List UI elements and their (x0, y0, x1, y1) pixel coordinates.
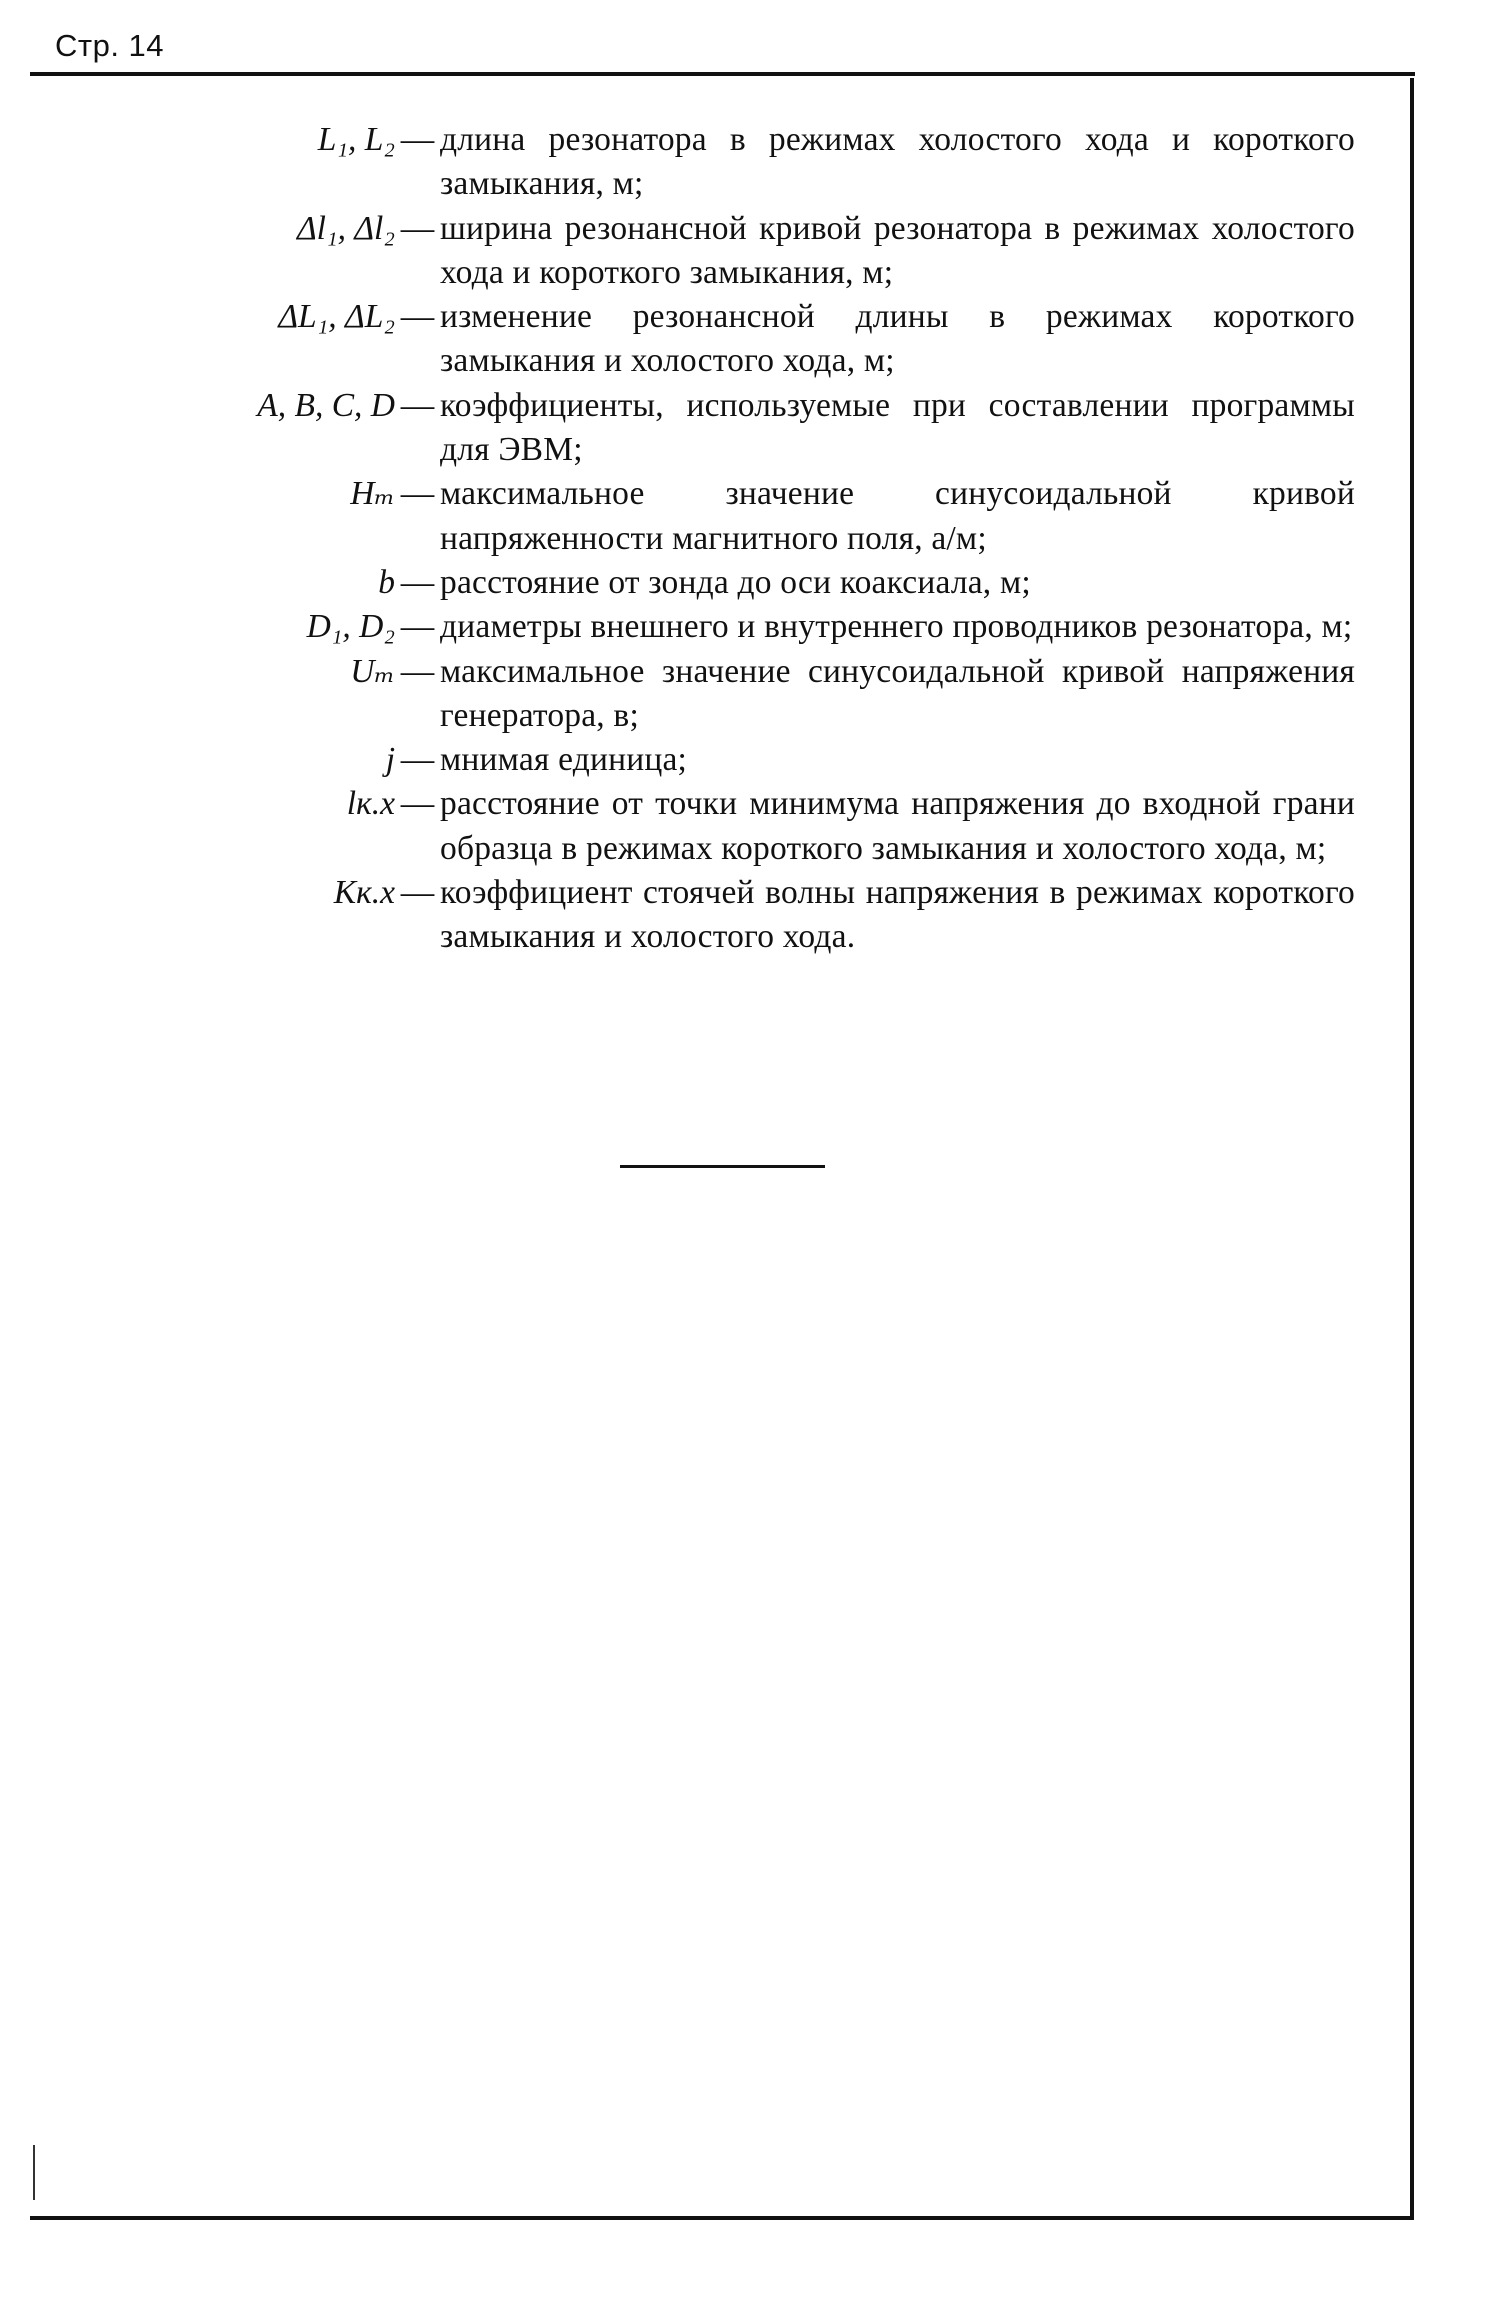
legend-symbol: A, B, C, D (257, 386, 395, 424)
legend-description: максимальное значение синусоидальной кривой напряженности магнитного поля, а/м; (440, 475, 1355, 557)
legend-row (140, 472, 1355, 561)
legend-row (140, 650, 1355, 739)
legend-symbol: Kк.х (333, 874, 395, 912)
legend-dash: — (400, 608, 435, 646)
end-separator-rule (620, 1165, 825, 1168)
top-rule (30, 72, 1415, 76)
legend-row (140, 118, 1355, 207)
legend-description: расстояние от точки минимума напряжения до входной грани образца в режимах короткого замыкания и холостого хода, м; (440, 785, 1355, 867)
legend-row (140, 738, 1355, 782)
legend-symbol: D₁, D₂ (306, 608, 395, 646)
legend-dash: — (400, 298, 435, 336)
legend-symbol: j (385, 741, 395, 779)
legend-row (140, 295, 1355, 384)
legend-dash: — (400, 741, 435, 779)
legend-dash: — (400, 121, 435, 158)
legend-row (140, 207, 1355, 296)
legend-description: коэффициент стоячей волны напряжения в режимах короткого замыкания и холостого хода. (440, 874, 1355, 956)
legend-dash: — (400, 785, 435, 823)
legend-dash: — (400, 563, 435, 601)
legend-symbol: L₁, L₂ (317, 121, 395, 158)
legend-dash: — (400, 874, 435, 912)
page-number: Стр. 14 (55, 28, 165, 63)
legend-row (140, 561, 1355, 605)
legend-symbol: ΔL₁, ΔL₂ (278, 298, 395, 336)
legend-dash: — (400, 652, 435, 690)
legend-symbol: Δl₁, Δl₂ (297, 209, 395, 247)
legend-dash: — (400, 386, 435, 424)
legend-row (140, 871, 1355, 960)
legend-row (140, 605, 1355, 649)
legend-dash: — (400, 209, 435, 247)
legend-symbol: b (378, 563, 395, 601)
legend-row (140, 782, 1355, 871)
legend-description: расстояние от зонда до оси коаксиала, м; (440, 563, 1031, 601)
legend-description: коэффициенты, используемые при составлении программы для ЭВМ; (440, 386, 1355, 469)
symbol-legend (140, 118, 1355, 960)
legend-description: изменение резонансной длины в режимах короткого замыкания и холостого хода, м; (440, 298, 1355, 380)
legend-description: диаметры внешнего и внутреннего проводников резонатора, м; (440, 608, 1353, 646)
legend-description: максимальное значение синусоидальной кривой напряжения генератора, в; (440, 652, 1355, 734)
left-margin-mark (33, 2145, 35, 2200)
legend-description: ширина резонансной кривой резонатора в режимах холостого хода и короткого замыкания, м; (440, 209, 1355, 291)
right-border (1410, 78, 1414, 2218)
legend-symbol: Uₘ (350, 652, 395, 690)
legend-description: мнимая единица; (440, 741, 688, 779)
legend-symbol: Hₘ (350, 475, 395, 513)
legend-symbol: lк.х (346, 785, 395, 823)
legend-description: длина резонатора в режимах холостого хода и короткого замыкания, м; (440, 121, 1355, 203)
legend-row (140, 384, 1355, 473)
legend-dash: — (400, 475, 435, 513)
bottom-rule (30, 2216, 1414, 2220)
